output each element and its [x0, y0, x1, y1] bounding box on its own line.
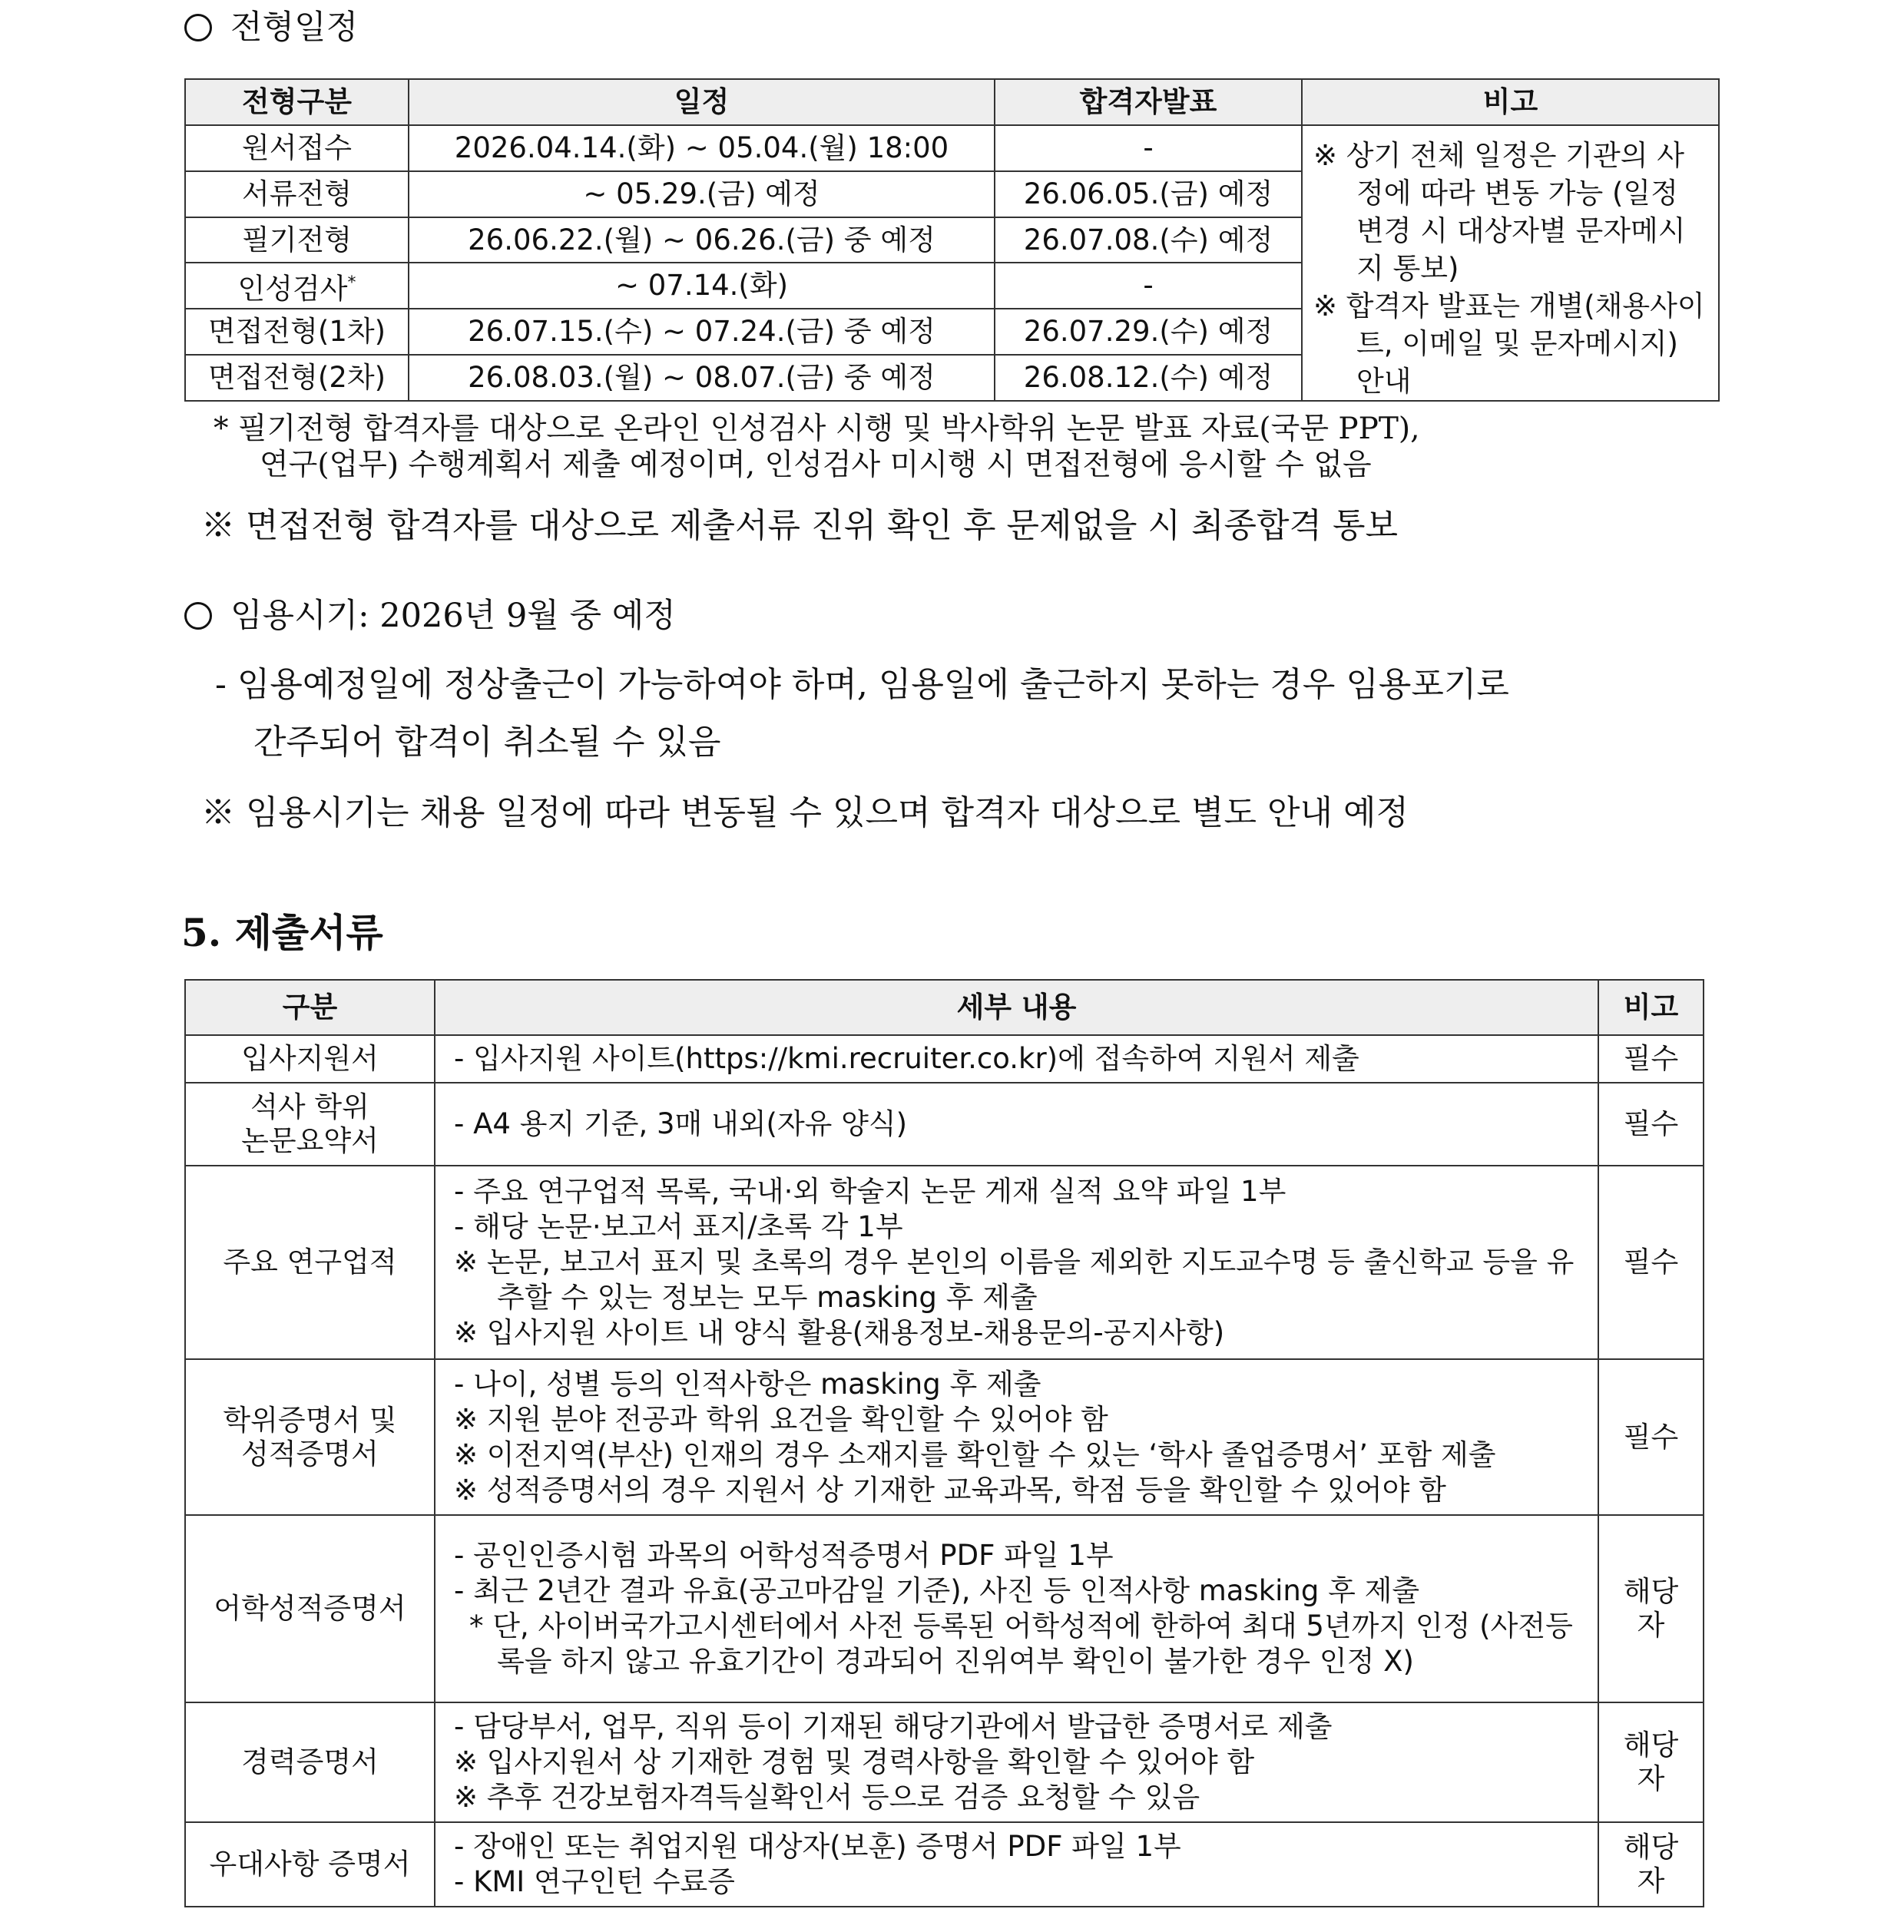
- detail-line: ※ 이전지역(부산) 인재의 경우 소재지를 확인할 수 있는 ‘학사 졸업증명서’ 포함 제출: [454, 1437, 1496, 1471]
- appointment-bullet-line2: 간주되어 합격이 취소될 수 있음: [253, 723, 721, 762]
- detail-cell: [435, 1166, 1598, 1359]
- category-line: 논문요약서: [241, 1124, 379, 1157]
- detail-line: - 나이, 성별 등의 인적사항은 masking 후 제출: [454, 1367, 1041, 1401]
- detail-line: - 담당부서, 업무, 직위 등이 기재된 해당기관에서 발급한 증명서로 제출: [454, 1710, 1333, 1743]
- documents-section-title: 5. 제출서류: [181, 910, 383, 955]
- stage-cell: [185, 263, 409, 309]
- footnote-mark: *: [347, 273, 356, 293]
- header-stage: 전형구분: [185, 79, 409, 125]
- detail-line: * 단, 사이버국가고시센터에서 사전 등록된 어학성적에 한하여 최대 5년까지 인정 (사전등록을 하지 않고 유효기간이 경과되어 진위여부 확인이 불가한 경우 인정 X): [469, 1609, 1573, 1678]
- remark-cell: 해당자: [1598, 1515, 1704, 1702]
- category-line: 성적증명서: [241, 1437, 379, 1471]
- appointment-heading-text: 임용시기: 2026년 9월 중 예정: [230, 597, 676, 635]
- schedule-cell: 26.06.22.(월) ~ 06.26.(금) 중 예정: [409, 217, 995, 263]
- announce-cell: -: [995, 125, 1302, 171]
- detail-line: ※ 논문, 보고서 표지 및 초록의 경우 본인의 이름을 제외한 지도교수명 등 출신학교 등을 유추할 수 있는 정보는 모두 masking 후 제출: [454, 1246, 1575, 1314]
- table-row: [185, 1083, 1704, 1166]
- schedule-heading: [184, 2, 358, 48]
- category-cell: [185, 1083, 435, 1166]
- detail-line: ※ 추후 건강보험자격득실확인서 등으로 검증 요청할 수 있음: [454, 1781, 1200, 1814]
- table-row: [185, 1359, 1704, 1515]
- detail-line: ※ 성적증명서의 경우 지원서 상 기재한 교육과목, 학점 등을 확인할 수 있어야 함: [454, 1473, 1446, 1507]
- appointment-note: ※ 임용시기는 채용 일정에 따라 변동될 수 있으며 합격자 대상으로 별도 안내 예정: [201, 793, 1409, 832]
- detail-cell: [435, 1035, 1598, 1083]
- detail-line: - A4 용지 기준, 3매 내외(자유 양식): [454, 1107, 908, 1140]
- table-row: [185, 125, 1719, 171]
- detail-cell: [435, 1515, 1598, 1702]
- remark-cell: 필수: [1598, 1035, 1704, 1083]
- detail-line: - 최근 2년간 결과 유효(공고마감일 기준), 사진 등 인적사항 masking 후 제출: [454, 1574, 1420, 1607]
- footnote-star-line2: 연구(업무) 수행계획서 제출 예정이며, 인성검사 미시행 시 면접전형에 응시할 수 없음: [260, 448, 1372, 482]
- circle-bullet-icon: [184, 14, 212, 41]
- header-category: 구분: [185, 980, 435, 1035]
- schedule-cell: 26.07.15.(수) ~ 07.24.(금) 중 예정: [409, 309, 995, 355]
- detail-line: - KMI 연구인턴 수료증: [454, 1865, 735, 1898]
- detail-line: - 주요 연구업적 목록, 국내·외 학술지 논문 게재 실적 요약 파일 1부: [454, 1175, 1286, 1208]
- category-cell: 우대사항 증명서: [185, 1822, 435, 1907]
- circle-bullet-icon: [184, 602, 212, 630]
- detail-line: - 입사지원 사이트(https://kmi.recruiter.co.kr)에 접속하여 지원서 제출: [454, 1042, 1359, 1075]
- stage-cell: 면접전형(1차): [185, 309, 409, 355]
- table-row: [185, 1035, 1704, 1083]
- remark-line: ※ 합격자 발표는 개별(채용사이트, 이메일 및 문자메시지) 안내: [1313, 289, 1705, 398]
- stage-cell: 원서접수: [185, 125, 409, 171]
- announce-cell: -: [995, 263, 1302, 309]
- documents-table: [184, 979, 1704, 1907]
- stage-cell: 필기전형: [185, 217, 409, 263]
- category-cell: 어학성적증명서: [185, 1515, 435, 1702]
- detail-cell: [435, 1822, 1598, 1907]
- schedule-table: [184, 78, 1720, 402]
- header-schedule: 일정: [409, 79, 995, 125]
- table-header-row: [185, 980, 1704, 1035]
- stage-cell: 서류전형: [185, 171, 409, 217]
- remark-cell: 해당자: [1598, 1702, 1704, 1822]
- table-row: [185, 1702, 1704, 1822]
- footnote-star-line1: * 필기전형 합격자를 대상으로 온라인 인성검사 시행 및 박사학위 논문 발표 자료(국문 PPT),: [214, 412, 1420, 446]
- schedule-cell: ~ 07.14.(화): [409, 263, 995, 309]
- appointment-bullet-line1: - 임용예정일에 정상출근이 가능하여야 하며, 임용일에 출근하지 못하는 경우 임용포기로: [215, 665, 1509, 704]
- schedule-cell: 2026.04.14.(화) ~ 05.04.(월) 18:00: [409, 125, 995, 171]
- detail-cell: [435, 1702, 1598, 1822]
- detail-line: ※ 지원 분야 전공과 학위 요건을 확인할 수 있어야 함: [454, 1402, 1108, 1436]
- detail-cell: [435, 1359, 1598, 1515]
- detail-line: - 해당 논문·보고서 표지/초록 각 1부: [454, 1210, 903, 1243]
- header-announce: 합격자발표: [995, 79, 1302, 125]
- header-remark: 비고: [1598, 980, 1704, 1035]
- category-line: 학위증명서 및: [223, 1403, 397, 1437]
- table-row: [185, 1166, 1704, 1359]
- table-header-row: [185, 79, 1719, 125]
- announce-cell: 26.07.08.(수) 예정: [995, 217, 1302, 263]
- category-cell: [185, 1359, 435, 1515]
- appointment-heading: [184, 590, 676, 637]
- category-cell: 경력증명서: [185, 1702, 435, 1822]
- footnote-ref: ※ 면접전형 합격자를 대상으로 제출서류 진위 확인 후 문제없을 시 최종합격 통보: [201, 506, 1398, 545]
- detail-cell: [435, 1083, 1598, 1166]
- category-cell: 주요 연구업적: [185, 1166, 435, 1359]
- remarks-cell: [1302, 125, 1719, 401]
- detail-line: ※ 입사지원 사이트 내 양식 활용(채용정보-채용문의-공지사항): [454, 1316, 1225, 1349]
- remark-cell: 필수: [1598, 1166, 1704, 1359]
- announce-cell: 26.08.12.(수) 예정: [995, 355, 1302, 401]
- remark-cell: 필수: [1598, 1359, 1704, 1515]
- schedule-cell: 26.08.03.(월) ~ 08.07.(금) 중 예정: [409, 355, 995, 401]
- header-remark: 비고: [1302, 79, 1719, 125]
- detail-line: ※ 입사지원서 상 기재한 경험 및 경력사항을 확인할 수 있어야 함: [454, 1745, 1255, 1778]
- category-cell: 입사지원서: [185, 1035, 435, 1083]
- announce-cell: 26.07.29.(수) 예정: [995, 309, 1302, 355]
- detail-line: - 공인인증시험 과목의 어학성적증명서 PDF 파일 1부: [454, 1539, 1114, 1572]
- stage-text: 인성검사: [237, 272, 348, 306]
- remark-cell: 필수: [1598, 1083, 1704, 1166]
- remark-cell: 해당자: [1598, 1822, 1704, 1907]
- header-detail: 세부 내용: [435, 980, 1598, 1035]
- schedule-heading-text: 전형일정: [230, 8, 359, 47]
- announce-cell: 26.06.05.(금) 예정: [995, 171, 1302, 217]
- category-line: 석사 학위: [250, 1090, 369, 1123]
- detail-line: - 장애인 또는 취업지원 대상자(보훈) 증명서 PDF 파일 1부: [454, 1830, 1181, 1863]
- table-row: [185, 1822, 1704, 1907]
- stage-cell: 면접전형(2차): [185, 355, 409, 401]
- table-row: [185, 1515, 1704, 1702]
- schedule-cell: ~ 05.29.(금) 예정: [409, 171, 995, 217]
- remark-line: ※ 상기 전체 일정은 기관의 사정에 따라 변동 가능 (일정 변경 시 대상자별 문자메시지 통보): [1313, 139, 1686, 285]
